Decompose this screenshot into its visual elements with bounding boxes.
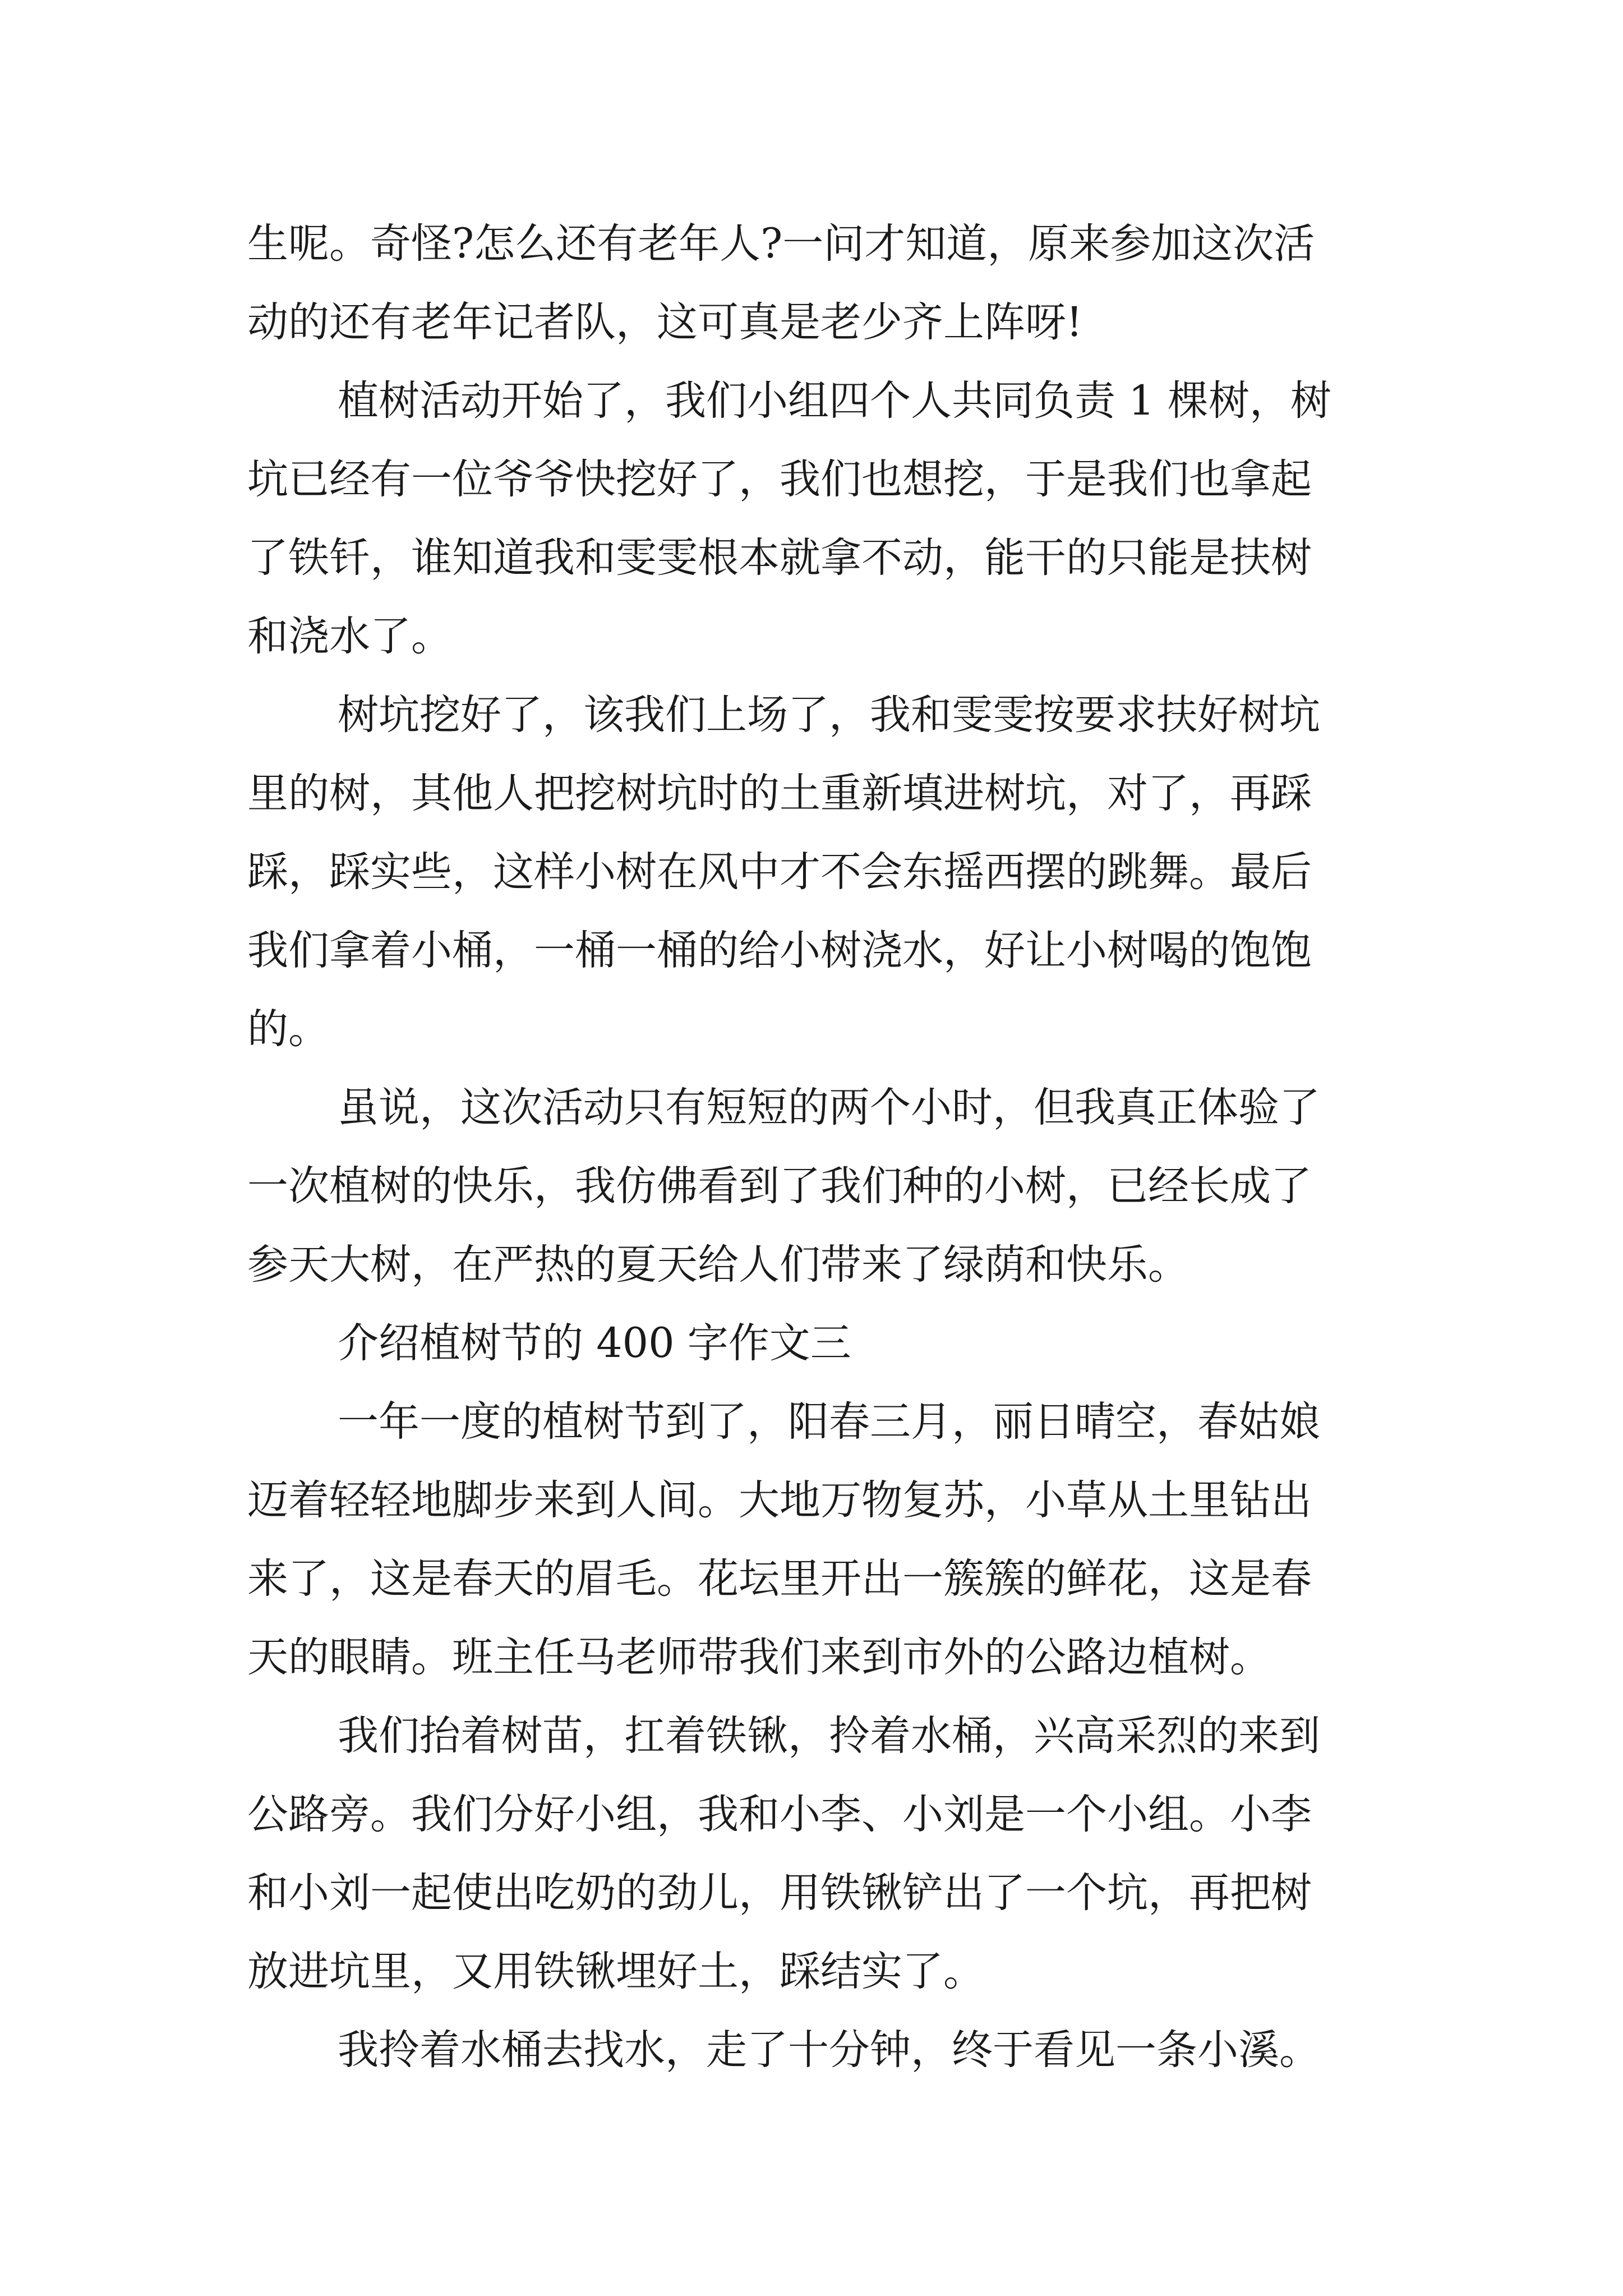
text-line: 和小刘一起使出吃奶的劲儿，用铁锹铲出了一个坑，再把树	[247, 1869, 1312, 1917]
text-line: 植树活动开始了，我们小组四个人共同负责 1 棵树，树	[338, 377, 1331, 425]
text-line: 公路旁。我们分好小组，我和小李、小刘是一个小组。小李	[247, 1791, 1312, 1838]
text-line: 的。	[247, 1005, 329, 1053]
text-line: 迈着轻轻地脚步来到人间。大地万物复苏，小草从土里钻出	[247, 1476, 1312, 1524]
text-line: 坑已经有一位爷爷快挖好了，我们也想挖，于是我们也拿起	[247, 455, 1312, 503]
text-line: 参天大树，在严热的夏天给人们带来了绿荫和快乐。	[247, 1241, 1189, 1289]
text-line: 来了，这是春天的眉毛。花坛里开出一簇簇的鲜花，这是春	[247, 1555, 1312, 1603]
text-line: 一年一度的植树节到了，阳春三月，丽日晴空，春姑娘	[338, 1398, 1320, 1446]
text-line: 放进坑里，又用铁锹埋好土，踩结实了。	[247, 1948, 984, 1995]
text-line: 生呢。奇怪?怎么还有老年人?一问才知道，原来参加这次活	[247, 220, 1315, 268]
text-line: 踩，踩实些，这样小树在风中才不会东摇西摆的跳舞。最后	[247, 848, 1312, 896]
text-line: 天的眼睛。班主任马老师带我们来到市外的公路边植树。	[247, 1634, 1271, 1681]
text-line: 我们拿着小桶，一桶一桶的给小树浇水，好让小树喝的饱饱	[247, 927, 1312, 974]
text-line: 和浇水了。	[247, 613, 452, 660]
text-line: 虽说，这次活动只有短短的两个小时，但我真正体验了	[338, 1084, 1320, 1131]
text-line: 动的还有老年记者队，这可真是老少齐上阵呀!	[247, 298, 1083, 346]
text-line: 我们抬着树苗，扛着铁锹，拎着水桶，兴高采烈的来到	[338, 1712, 1320, 1760]
text-line: 一次植树的快乐，我仿佛看到了我们种的小树，已经长成了	[247, 1162, 1312, 1210]
text-line: 了铁钎，谁知道我和雯雯根本就拿不动，能干的只能是扶树	[247, 534, 1312, 582]
text-line: 树坑挖好了，该我们上场了，我和雯雯按要求扶好树坑	[338, 691, 1320, 739]
text-line: 我拎着水桶去找水，走了十分钟，终于看见一条小溪。	[338, 2026, 1320, 2074]
section-heading: 介绍植树节的 400 字作文三	[338, 1319, 851, 1367]
text-line: 里的树，其他人把挖树坑时的土重新填进树坑，对了，再踩	[247, 770, 1312, 817]
